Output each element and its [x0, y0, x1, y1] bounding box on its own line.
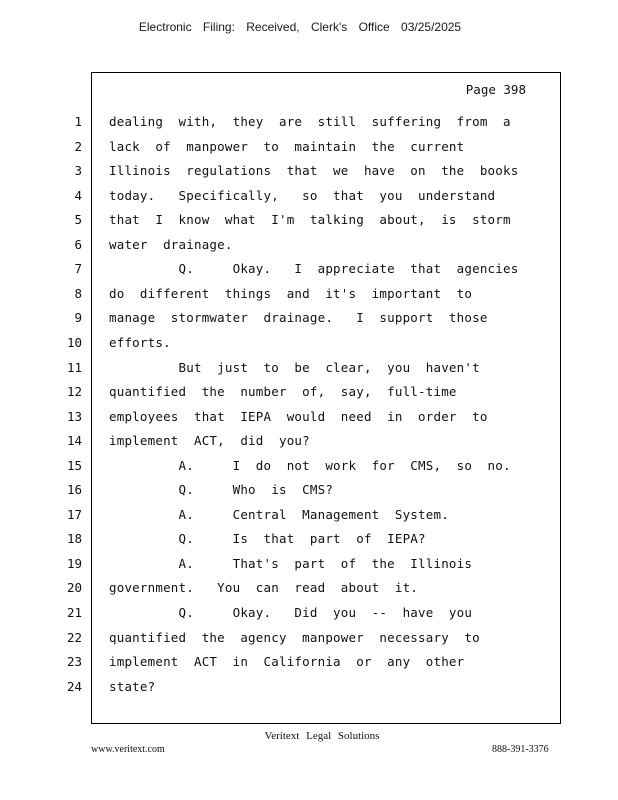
- line-number: 10: [66, 335, 82, 350]
- line-number: 3: [74, 163, 82, 178]
- transcript-line: dealing with, they are still suffering from a: [109, 114, 511, 129]
- transcript-line: But just to be clear, you haven't: [109, 360, 480, 375]
- transcript-line: A. I do not work for CMS, so no.: [109, 458, 511, 473]
- transcript-line: employees that IEPA would need in order to: [109, 409, 488, 424]
- transcript-line: quantified the agency manpower necessary to: [109, 630, 480, 645]
- line-number: 19: [66, 556, 82, 571]
- transcript-line: Q. Is that part of IEPA?: [109, 531, 426, 546]
- line-number: 9: [74, 310, 82, 325]
- transcript-line: implement ACT, did you?: [109, 433, 310, 448]
- line-number: 14: [66, 433, 82, 448]
- line-number: 12: [66, 384, 82, 399]
- line-number: 6: [74, 237, 82, 252]
- transcript-line: efforts.: [109, 335, 171, 350]
- transcript-line: Illinois regulations that we have on the books: [109, 163, 519, 178]
- line-number: 7: [74, 261, 82, 276]
- line-number: 22: [66, 630, 82, 645]
- footer-website: www.veritext.com: [91, 744, 165, 755]
- transcript-line: A. Central Management System.: [109, 507, 449, 522]
- line-number: 8: [74, 286, 82, 301]
- transcript-line: Q. Who is CMS?: [109, 482, 334, 497]
- transcript-line: do different things and it's important to: [109, 286, 473, 301]
- transcript-line: quantified the number of, say, full-time: [109, 384, 457, 399]
- line-number: 23: [66, 654, 82, 669]
- line-number: 21: [66, 605, 82, 620]
- filing-stamp: Electronic Filing: Received, Clerk's Office 03/25/2025: [138, 20, 462, 34]
- line-number: 15: [66, 458, 82, 473]
- transcript-line: manage stormwater drainage. I support those: [109, 310, 488, 325]
- footer-phone: 888-391-3376: [492, 744, 549, 755]
- line-number: 13: [66, 409, 82, 424]
- transcript-line: A. That's part of the Illinois: [109, 556, 473, 571]
- page-number: Page 398: [465, 82, 526, 97]
- line-number: 20: [66, 580, 82, 595]
- transcript-line: Q. Okay. I appreciate that agencies: [109, 261, 519, 276]
- line-number: 18: [66, 531, 82, 546]
- transcript-line: government. You can read about it.: [109, 580, 419, 595]
- transcript-line: lack of manpower to maintain the current: [109, 139, 465, 154]
- line-number: 5: [74, 212, 82, 227]
- transcript-line: state?: [109, 679, 156, 694]
- transcript-line: water drainage.: [109, 237, 233, 252]
- line-number: 16: [66, 482, 82, 497]
- line-number: 2: [74, 139, 82, 154]
- footer-company: Veritext Legal Solutions: [264, 730, 380, 742]
- transcript-line: today. Specifically, so that you understand: [109, 188, 496, 203]
- line-number: 11: [66, 360, 82, 375]
- transcript-line: Q. Okay. Did you -- have you: [109, 605, 473, 620]
- line-number: 4: [74, 188, 82, 203]
- transcript-line: that I know what I'm talking about, is storm: [109, 212, 511, 227]
- line-number: 1: [74, 114, 82, 129]
- line-number: 17: [66, 507, 82, 522]
- line-number: 24: [66, 679, 82, 694]
- transcript-line: implement ACT in California or any other: [109, 654, 465, 669]
